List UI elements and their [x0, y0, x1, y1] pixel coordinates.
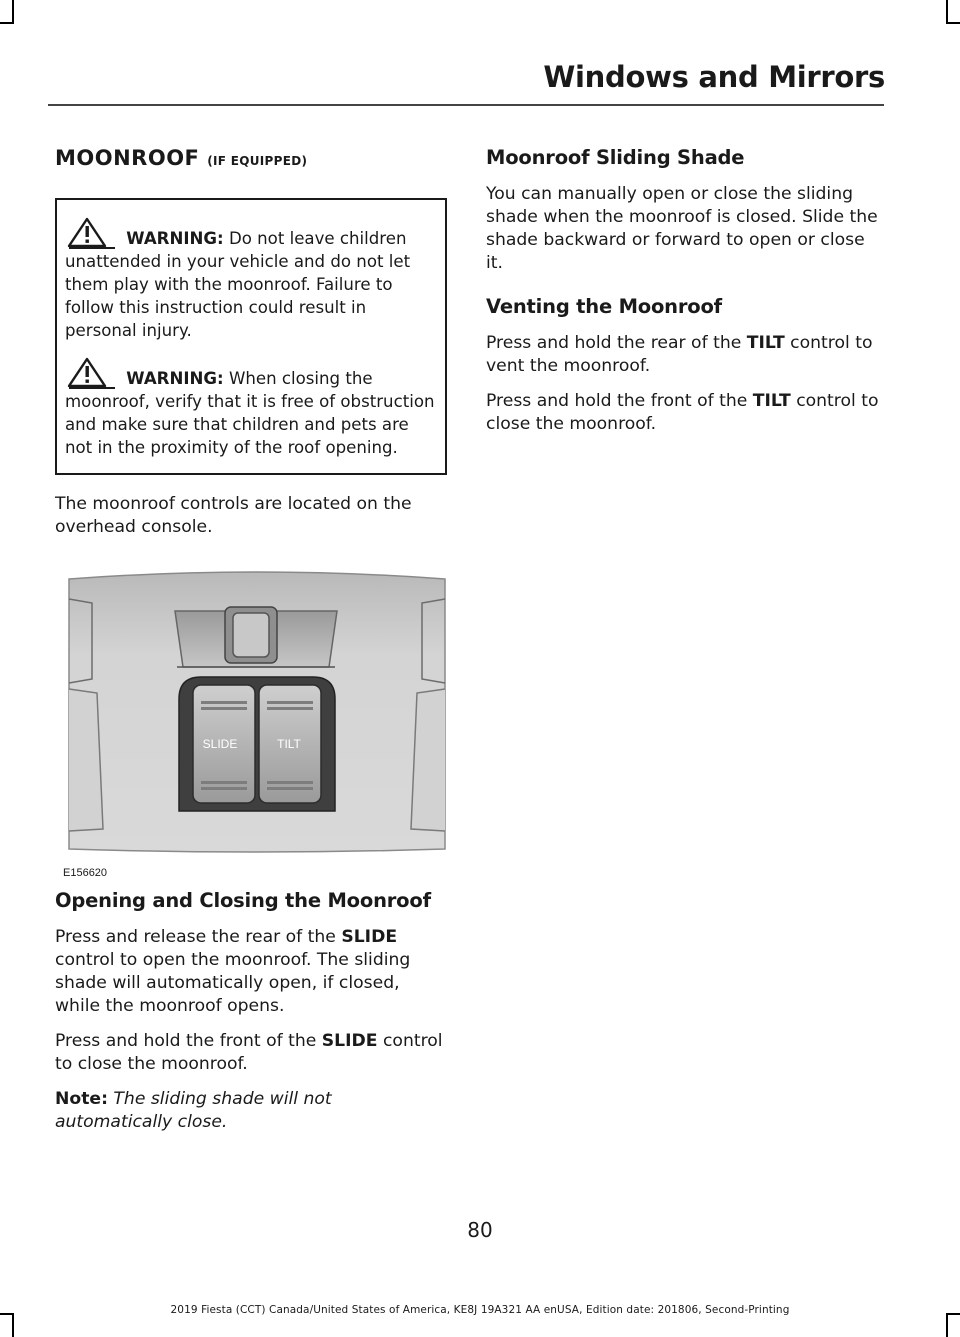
slide-button-label: SLIDE — [202, 737, 238, 751]
section-subtitle: (IF EQUIPPED) — [207, 154, 308, 168]
crop-mark — [946, 22, 960, 24]
venting-title: Venting the Moonroof — [486, 295, 722, 318]
crop-mark — [12, 1313, 14, 1337]
sliding-shade-paragraph: You can manually open or close the sliding shade when the moonroof is closed. Slide the shade backward or forward to open or close it. — [486, 184, 878, 273]
overhead-console-illustration — [63, 559, 447, 879]
warning-text: When closing the moonroof, verify that it is free of obstruction and make sure that children and pets are not in the proximity of the roof opening. — [65, 369, 435, 457]
tilt-vent-paragraph: Press and hold the rear of the TILT control to vent the moonroof. — [486, 333, 873, 376]
page-header-title: Windows and Mirrors — [543, 60, 885, 94]
crop-mark — [12, 0, 14, 24]
figure-code: E156620 — [63, 867, 108, 879]
note-paragraph — [55, 1088, 447, 1134]
warning-2 — [65, 356, 437, 459]
warning-1 — [65, 216, 437, 342]
crop-mark — [0, 22, 14, 24]
opening-closing-title: Opening and Closing the Moonroof — [55, 889, 431, 912]
tilt-close-paragraph: Press and hold the front of the TILT control to close the moonroof. — [486, 391, 879, 434]
slide-open-paragraph: Press and release the rear of the SLIDE control to open the moonroof. The sliding shade will automatically open, if closed, while the moonroof opens. — [55, 927, 411, 1016]
header-divider — [48, 104, 884, 106]
section-title — [55, 146, 447, 170]
left-column — [55, 146, 447, 1146]
tilt-control-ref: TILT — [746, 333, 785, 353]
note-label: Note: — [55, 1089, 108, 1109]
crop-mark — [946, 0, 948, 24]
slide-control-ref: SLIDE — [321, 1031, 378, 1051]
page-footer: 2019 Fiesta (CCT) Canada/United States of America, KE8J 19A321 AA enUSA, Edition date: 201806, Second-Printing — [170, 1304, 790, 1316]
warning-box — [55, 198, 447, 475]
warning-triangle-icon — [65, 356, 117, 390]
warning-label: WARNING: — [126, 229, 224, 248]
console-drawing — [67, 559, 447, 859]
section-title-text: MOONROOF — [55, 146, 200, 170]
sliding-shade-title: Moonroof Sliding Shade — [486, 146, 745, 169]
slide-control-ref: SLIDE — [341, 927, 398, 947]
warning-label: WARNING: — [126, 369, 224, 388]
page-number: 80 — [467, 1218, 493, 1242]
note-text: The sliding shade will not automatically close. — [55, 1089, 332, 1132]
slide-close-paragraph: Press and hold the front of the SLIDE control to close the moonroof. — [55, 1031, 443, 1074]
tilt-control-ref: TILT — [752, 391, 791, 411]
warning-text: Do not leave children unattended in your vehicle and do not let them play with the moonroof. Failure to follow this instruction could result in personal injury. — [65, 229, 411, 340]
tilt-button-label: TILT — [277, 737, 301, 751]
crop-mark — [946, 1313, 948, 1337]
right-column — [486, 146, 884, 448]
intro-paragraph: The moonroof controls are located on the overhead console. — [55, 494, 412, 537]
warning-triangle-icon — [65, 216, 117, 250]
